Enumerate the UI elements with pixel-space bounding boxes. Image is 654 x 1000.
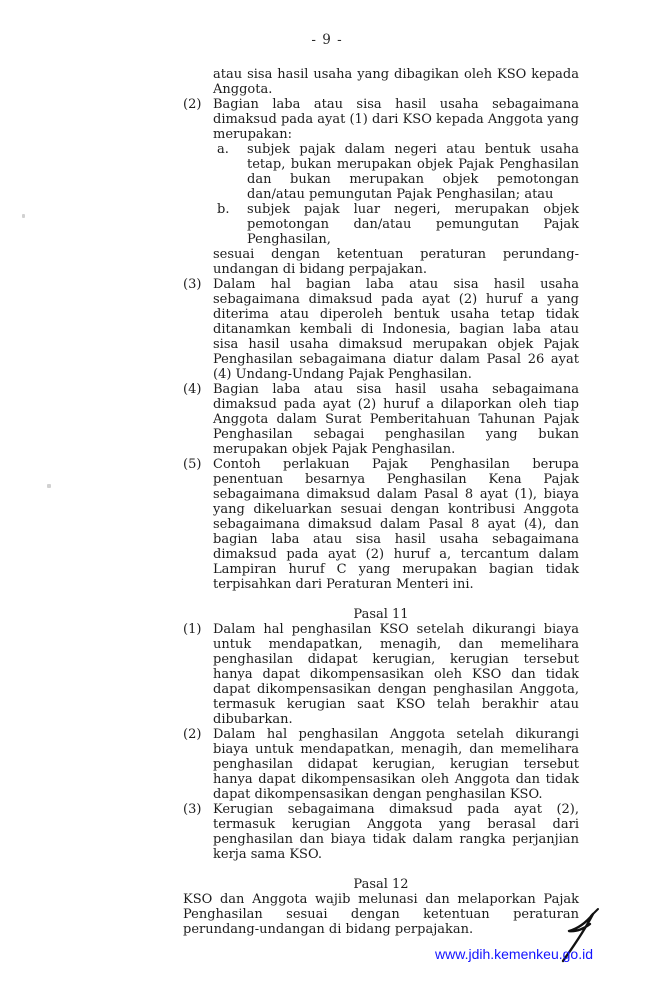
item-text: Dalam hal bagian laba atau sisa hasil usaha sebagaimana dimaksud pada ayat (2) huruf a yang diterima atau diperoleh bentuk usaha tetap tidak ditanamkan kembali di Indonesia, bagian laba atau sisa hasil usaha dimaksud merupakan objek Pajak Penghasilan sebagaimana diatur dalam Pasal 26 ayat (4) Undang-Undang Pajak Penghasilan.: [213, 277, 579, 382]
item-number: (2): [183, 727, 202, 742]
item-text: Bagian laba atau sisa hasil usaha sebagaimana dimaksud pada ayat (2) huruf a dilaporkan oleh tiap Anggota dalam Surat Pemberitahuan Tahunan Pajak Penghasilan sebagai penghasilan yang bukan merupakan objek Pajak Penghasilan.: [213, 382, 579, 457]
item-number: (3): [183, 277, 202, 292]
numbered-item: [183, 622, 579, 727]
item-closing-text-content: sesuai dengan ketentuan peraturan perundang-undangan di bidang perpajakan.: [213, 247, 579, 277]
section-heading-pasal-11: Pasal 11: [353, 607, 409, 622]
jdih-footer-link[interactable]: www.jdih.kemenkeu.go.id: [435, 946, 593, 962]
item-number: (3): [183, 802, 202, 817]
item-text: Dalam hal penghasilan KSO setelah dikurangi biaya untuk mendapatkan, menagih, dan memelihara penghasilan didapat kerugian, kerugian tersebut hanya dapat dikompensasikan oleh KSO dan tidak dapat dikompensasikan dengan penghasilan Anggota, termasuk kerugian saat KSO telah berakhir atau dibubarkan.: [213, 622, 579, 727]
item-text: Kerugian sebagaimana dimaksud pada ayat (2), termasuk kerugian Anggota yang berasal dari penghasilan dan biaya tidak dalam rangka perjanjian kerja sama KSO.: [213, 802, 579, 862]
item-number: (4): [183, 382, 202, 397]
closing-paragraph: KSO dan Anggota wajib melunasi dan melaporkan Pajak Penghasilan sesuai dengan ketentuan peraturan perundang-undangan di bidang perpajakan.: [183, 892, 579, 937]
continuation-text: atau sisa hasil usaha yang dibagikan oleh KSO kepada Anggota.: [213, 67, 579, 97]
numbered-item: [183, 727, 579, 802]
sub-item-text: subjek pajak luar negeri, merupakan objek pemotongan dan/atau pemungutan Pajak Penghasilan,: [247, 202, 579, 247]
page-number: - 9 -: [311, 32, 343, 48]
numbered-item: [183, 457, 579, 592]
item-text: Bagian laba atau sisa hasil usaha sebagaimana dimaksud pada ayat (1) dari KSO kepada Anggota yang merupakan:: [213, 97, 579, 142]
sub-item-text: subjek pajak dalam negeri atau bentuk usaha tetap, bukan merupakan objek Pajak Penghasilan dan bukan merupakan objek pemotongan dan/atau pemungutan Pajak Penghasilan; atau: [247, 142, 579, 202]
item-number: (1): [183, 622, 202, 637]
item-text: Contoh perlakuan Pajak Penghasilan berupa penentuan besarnya Penghasilan Kena Pajak sebagaimana dimaksud dalam Pasal 8 ayat (1), biaya yang dikeluarkan sesuai dengan kontribusi Anggota sebagaimana dimaksud dalam Pasal 8 ayat (4), dan bagian laba atau sisa hasil usaha sebagaimana dimaksud pada ayat (2) huruf a, tercantum dalam Lampiran huruf C yang merupakan bagian tidak terpisahkan dari Peraturan Menteri ini.: [213, 457, 579, 592]
section-heading-pasal-12: Pasal 12: [353, 877, 409, 892]
sub-item-letter: b.: [217, 202, 230, 217]
scan-speck: [22, 214, 25, 218]
item-closing-text: [213, 247, 579, 277]
numbered-item: [183, 802, 579, 862]
item-text: Dalam hal penghasilan Anggota setelah dikurangi biaya untuk mendapatkan, menagih, dan memelihara penghasilan didapat kerugian, kerugian tersebut hanya dapat dikompensasikan oleh Anggota dan tidak dapat dikompensasikan dengan penghasilan KSO.: [213, 727, 579, 802]
numbered-item: [183, 382, 579, 457]
continuation-paragraph: [213, 67, 579, 97]
sub-list-item: [217, 202, 579, 247]
numbered-item: [183, 97, 579, 142]
item-number: (2): [183, 97, 202, 112]
sub-list-item: [217, 142, 579, 202]
numbered-item: [183, 277, 579, 382]
scan-speck: [47, 484, 51, 488]
sub-item-letter: a.: [217, 142, 229, 157]
document-text-column: [183, 67, 579, 937]
item-number: (5): [183, 457, 202, 472]
